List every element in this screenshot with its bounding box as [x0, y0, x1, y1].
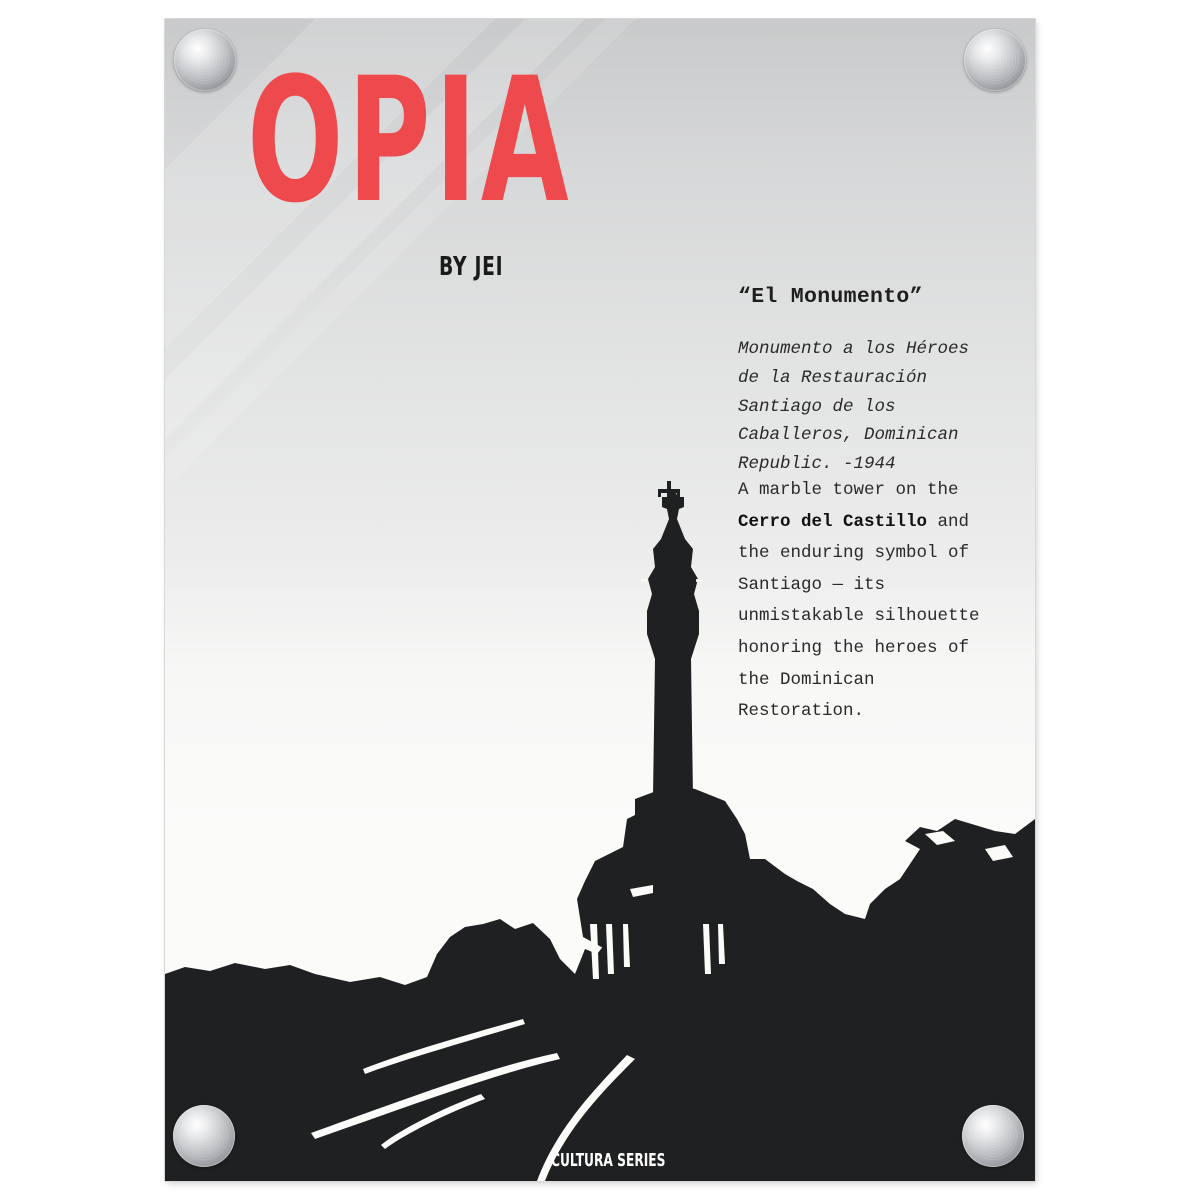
description-line: unmistakable silhouette [738, 606, 980, 627]
steel-standoff-icon [964, 29, 1026, 91]
subtitle-line: Monumento a los Héroes [738, 339, 970, 359]
description-line-rest: and [927, 511, 970, 532]
subtitle-line: Republic. -1944 [738, 454, 896, 475]
subtitle-line: de la Restauración [738, 367, 928, 388]
monument-shaft [643, 491, 703, 809]
description-line: the Dominican [738, 669, 875, 690]
brand-logo: OPIA [247, 40, 573, 241]
subtitle-line: Santiago de los [738, 396, 896, 417]
description-line: honoring the heroes of [738, 637, 970, 658]
acrylic-poster [165, 19, 1035, 1181]
monument-silhouette [165, 19, 1035, 1181]
description-line: the enduring symbol of [738, 543, 970, 564]
description-line: A marble tower on the [738, 480, 959, 500]
steel-standoff-icon [174, 29, 236, 91]
byline: BY JEI [439, 252, 504, 282]
highlight-place: Cerro del Castillo [738, 511, 928, 532]
steel-standoff-icon [173, 1105, 235, 1167]
treeline-silhouette [165, 784, 1035, 1181]
steel-standoff-icon [962, 1105, 1024, 1167]
subtitle-line: Caballeros, Dominican [738, 425, 959, 446]
series-label: CULTURA SERIES [551, 1150, 666, 1171]
description-line: Restoration. [738, 701, 865, 722]
artwork-title: “El Monumento” [738, 285, 923, 309]
description-line: Santiago — its [738, 574, 886, 595]
